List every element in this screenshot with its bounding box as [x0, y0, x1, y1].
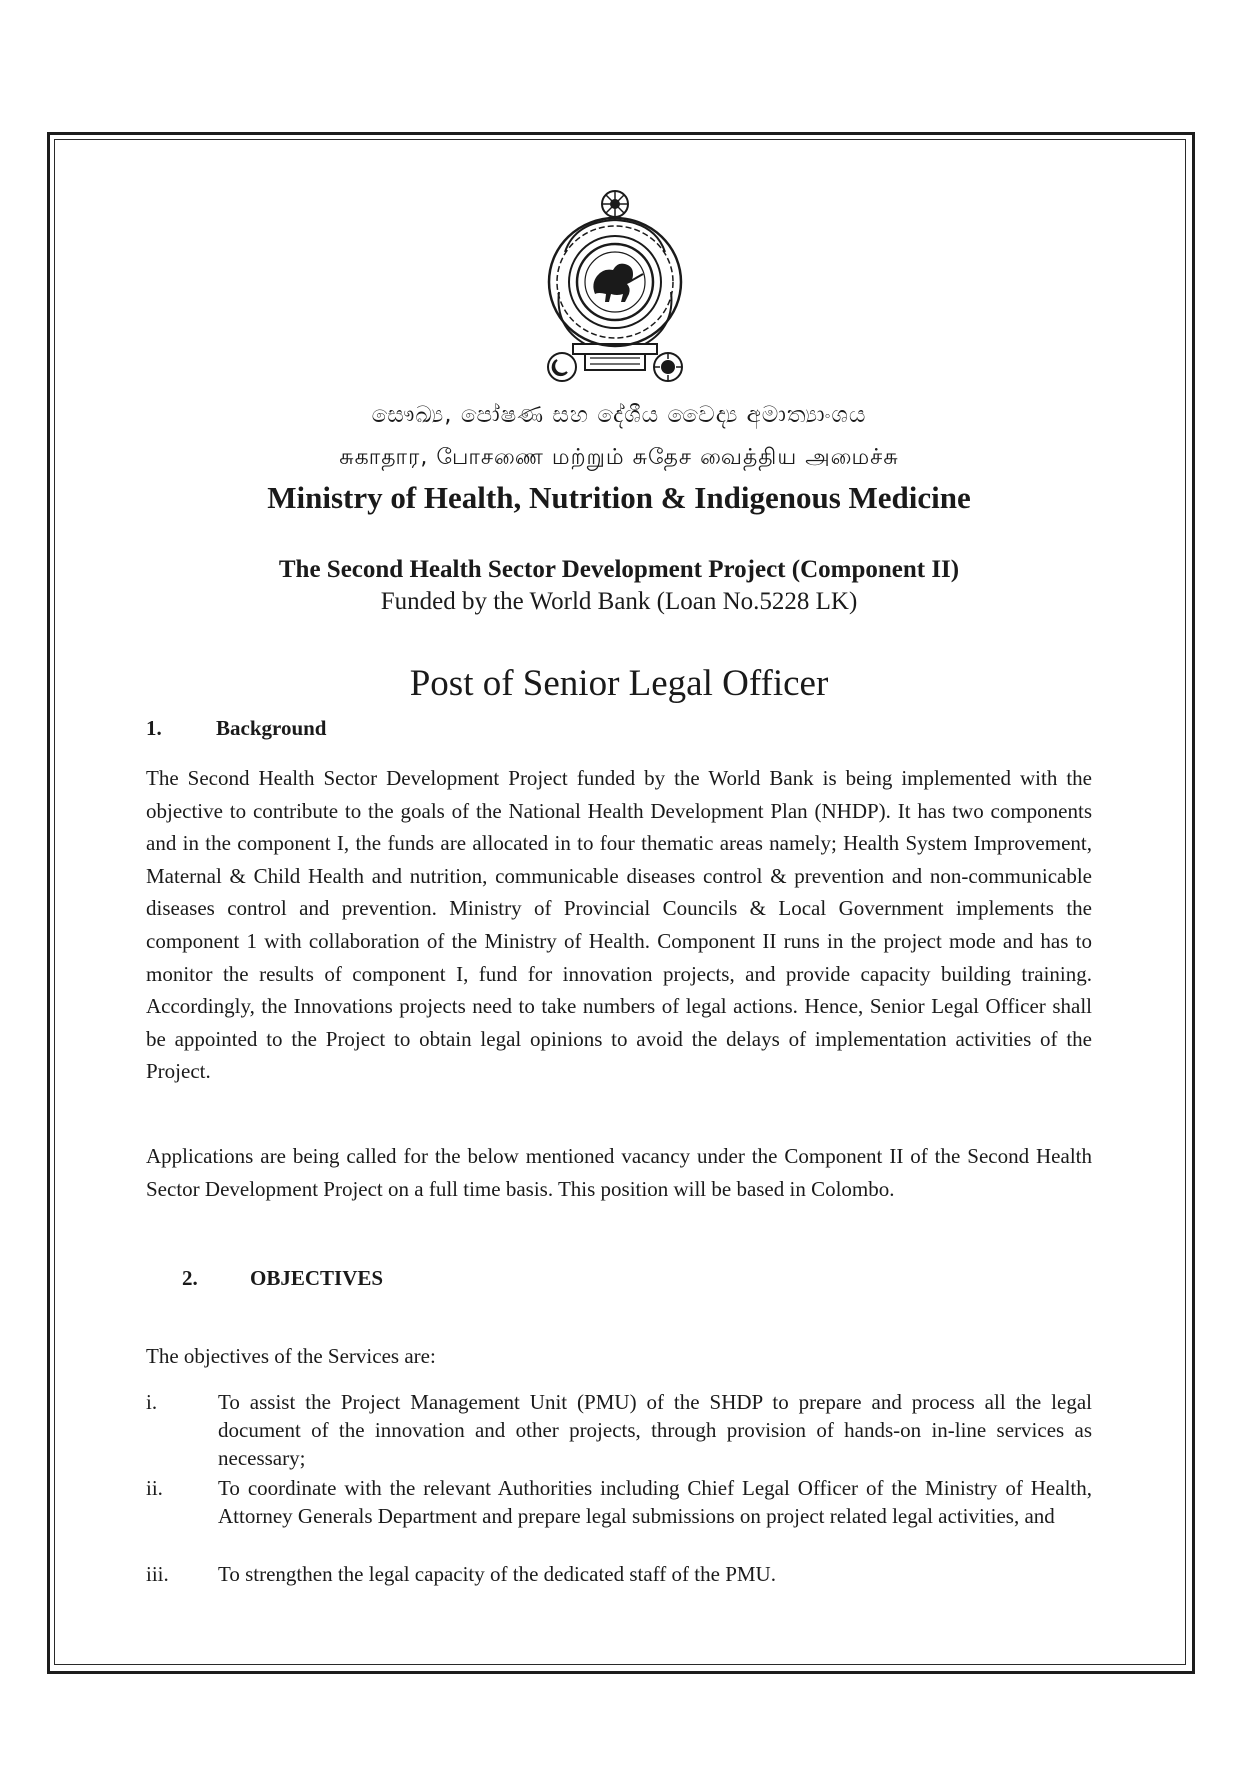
objective-number: ii. [146, 1476, 163, 1500]
section-2-number: 2. [182, 1266, 198, 1290]
objective-text: To coordinate with the relevant Authorities including Chief Legal Officer of the Ministry of Health, Attorney Generals Department and prepare legal submissions on project related legal activities, and [218, 1476, 1092, 1528]
ministry-title-english: Ministry of Health, Nutrition & Indigenous Medicine [267, 480, 971, 515]
funding-note: Funded by the World Bank (Loan No.5228 LK) [380, 588, 858, 615]
section-1-number: 1. [146, 716, 162, 740]
project-title: The Second Health Sector Development Project (Component II) [278, 556, 960, 583]
ministry-title-sinhala: සෞඛ්‍ය, පෝෂණ සහ දේශීය වෛද්‍ය අමාත්‍යාංශය [371, 402, 867, 428]
national-emblem-icon [545, 182, 685, 394]
objectives-intro: The objectives of the Services are: [146, 1344, 436, 1368]
section-2-heading: OBJECTIVES [250, 1266, 384, 1290]
vacancy-paragraph: Applications are being called for the below mentioned vacancy under the Component II of the Second Health Sector Development Project on a full time basis. This position will be based in Colombo. [146, 1144, 1092, 1201]
objective-number: i. [146, 1390, 158, 1414]
ministry-title-tamil: சுகாதார, போசணை மற்றும் சுதேச வைத்திய அமைச்சு [339, 445, 899, 470]
section-1-heading: Background [216, 716, 327, 740]
objective-number: iii. [146, 1562, 169, 1586]
objective-text: To assist the Project Management Unit (PMU) of the SHDP to prepare and process all the legal document of the innovation and other projects, through provision of hands-on in-line services as necessary; [218, 1390, 1092, 1470]
background-paragraph: The Second Health Sector Development Project funded by the World Bank is being implemented with the objective to contribute to the goals of the National Health Development Plan (NHDP). It has two components and in the component I, the funds are allocated in to four thematic areas namely; Health System Improvement, Maternal & Child Health and nutrition, communicable diseases control & prevention and non-communicable diseases control and prevention. Ministry of Provincial Councils & Local Government implements the component 1 with collaboration of the Ministry of Health. Component II runs in the project mode and has to monitor the results of component I, fund for innovation projects, and provide capacity building training. Accordingly, the Innovations projects need to take numbers of legal actions. Hence, Senior Legal Officer shall be appointed to the Project to obtain legal opinions to avoid the delays of implementation activities of the Project. [146, 766, 1092, 1084]
objective-text: To strengthen the legal capacity of the dedicated staff of the PMU. [218, 1562, 776, 1586]
post-title: Post of Senior Legal Officer [409, 663, 829, 704]
